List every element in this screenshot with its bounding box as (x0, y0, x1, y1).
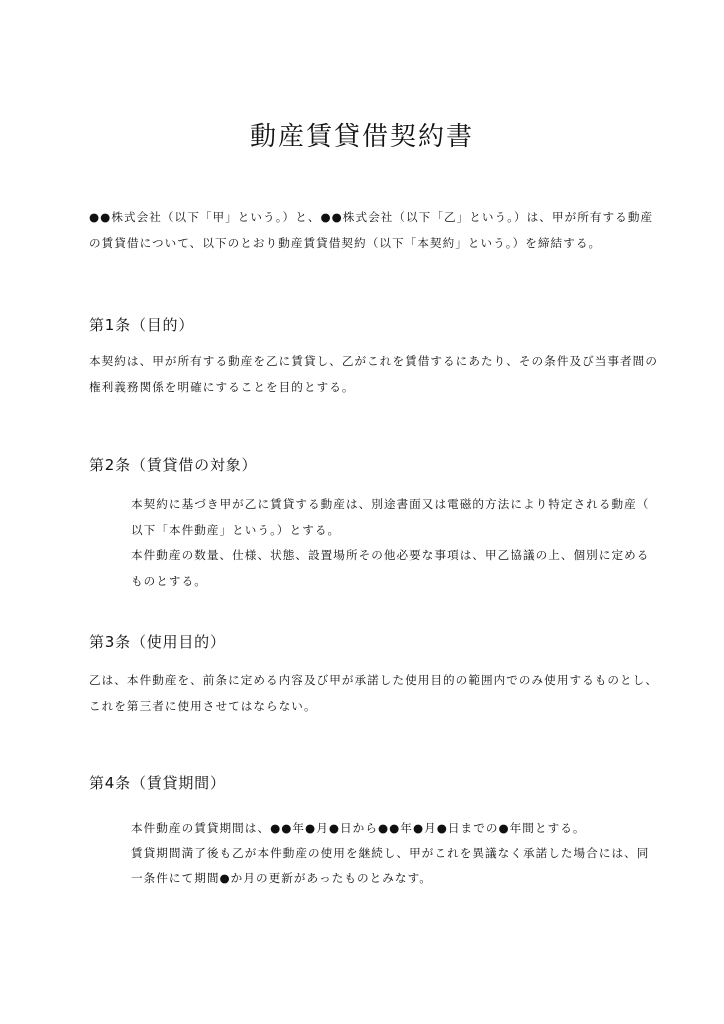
article-heading: 第2条（賃貸借の対象） (89, 456, 258, 474)
article-line: 本契約は、甲が所有する動産を乙に賃貸し、乙がこれを賃借するにあたり、その条件及び当事者間の (89, 354, 658, 368)
article-line: 本件動産の賃貸期間は、●●年●月●日から●●年●月●日までの●年間とする。 (131, 821, 586, 835)
article-line: 乙は、本件動産を、前条に定める内容及び甲が承諾した使用目的の範囲内でのみ使用するものとし、 (89, 673, 658, 687)
preamble-line: ●●株式会社（以下「甲」という。）と、●●株式会社（以下「乙」という。）は、甲が所有する動産 (89, 210, 654, 224)
article-line: 一条件にて期間●か月の更新があったものとみなす。 (131, 871, 432, 885)
article-line: 本件動産の数量、仕様、状態、設置場所その他必要な事項は、甲乙協議の上、個別に定める (131, 548, 650, 562)
article-heading: 第1条（目的） (89, 316, 195, 334)
preamble-line: の賃貸借について、以下のとおり動産賃貸借契約（以下「本契約」という。）を締結する。 (89, 236, 602, 250)
document-title: 動産賃貸借契約書 (249, 122, 474, 152)
article-line: 賃貸期間満了後も乙が本件動産の使用を継続し、甲がこれを異議なく承諾した場合には、同 (131, 846, 650, 860)
article-line: 権利義務関係を明確にすることを目的とする。 (89, 380, 355, 394)
article-line: 本契約に基づき甲が乙に賃貸する動産は、別途書面又は電磁的方法により特定される動産（ (131, 497, 650, 511)
article-line: ものとする。 (131, 574, 207, 588)
article-heading: 第4条（賃貸期間） (89, 774, 226, 792)
article-heading: 第3条（使用目的） (89, 633, 226, 651)
article-line: これを第三者に使用させてはならない。 (89, 699, 317, 713)
article-line: 以下「本件動産」という。）とする。 (131, 523, 341, 537)
